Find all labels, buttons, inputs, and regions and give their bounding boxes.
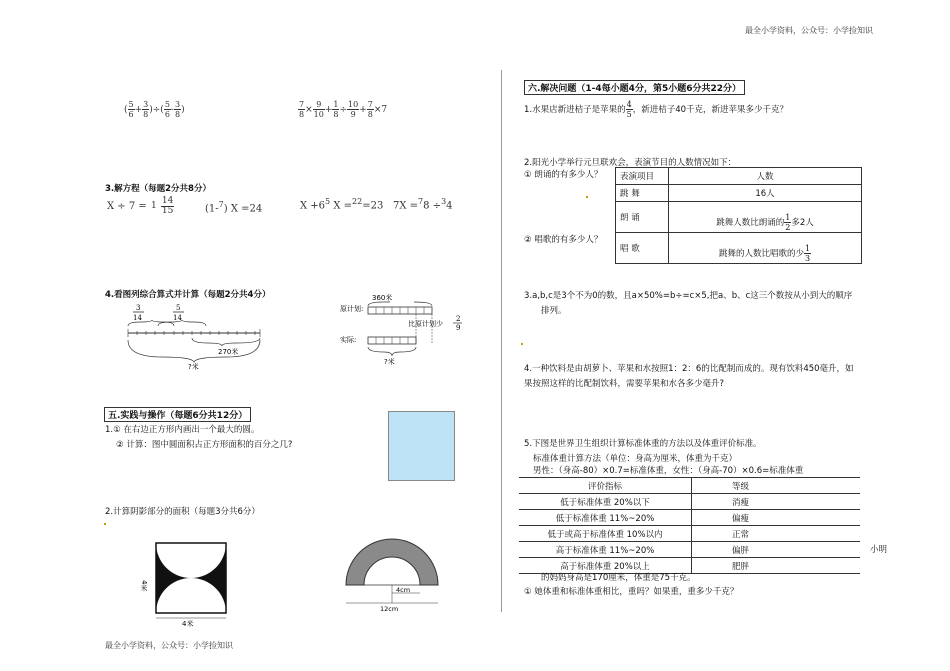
- q4-line1: 4.一种饮料是由胡萝卜、苹果和水按照1：2：6的比配制而成的。现有饮料450毫升，如: [524, 364, 854, 374]
- fig2-frac-num: 2: [456, 315, 461, 323]
- equation-2: (1-$^7$) X =24: [205, 200, 263, 215]
- table-cell: 朗 诵: [616, 202, 669, 233]
- fig1-side-label: 4米: [140, 580, 148, 592]
- fig1-frac1-num: 3: [136, 304, 141, 312]
- calc-expression-2: $\frac{7}{8}$ × $\frac{9}{10}$ + $\frac{1}{8}$ ÷ $\frac{10}{9}$ + $\frac{7}{8}$ ×7: [299, 100, 388, 119]
- fig1-bottom-label: 4米: [182, 620, 194, 628]
- blue-square[interactable]: [388, 411, 455, 481]
- segment-diagram-2: [340, 290, 470, 370]
- fig1-label-270: 270米: [218, 348, 239, 356]
- fig2-actual-label: 实际:: [340, 336, 357, 344]
- weight-table: [519, 477, 860, 574]
- segment-diagram-1: [122, 300, 272, 370]
- table-cell: 低于标准体重 20%以下: [519, 494, 692, 510]
- table-cell: 跳 舞: [616, 185, 669, 202]
- q5-line5: ① 她体重和标准体重相比，重吗？如果重，重多少千克？: [524, 587, 739, 597]
- equation-1: X ÷ 7 = 1 $\frac{14}{15}$: [107, 196, 174, 216]
- table-header: 评价指标: [519, 478, 692, 494]
- equation-3: $X +6^5$ X =$^{22}$=23: [300, 197, 384, 212]
- footer-note: 最全小学资料，公众号：小学捡知识: [105, 641, 233, 650]
- table-cell: 肥胖: [692, 558, 861, 574]
- sec4-title: 4.看图列综合算式并计算（每题2分共4分）: [105, 290, 271, 300]
- fig2-frac-den: 9: [456, 324, 461, 332]
- q2-sub2: ② 唱歌的有多少人？: [524, 235, 603, 245]
- table-cell: 正常: [692, 526, 861, 542]
- sec3-title: 3.解方程（每题2分共8分）: [105, 184, 211, 194]
- fig1-frac1-den: 14: [133, 314, 142, 322]
- q4-line2: 果按照这样的比配制饮料，需要苹果和水各多少毫升?: [524, 379, 725, 389]
- q5-side-label: 小明: [870, 545, 888, 555]
- fig1-frac2-den: 14: [173, 314, 182, 322]
- q1-text: 1.水果店新进桔子是苹果的 $\frac{4}{5}$ ，新进桔子40千克，新进苹果多少千克？: [524, 100, 789, 119]
- q2-text: 2.阳光小学举行元旦联欢会，表演节目的人数情况如下：: [524, 158, 737, 168]
- calc-expression-1: ( $\frac{5}{6}$ + $\frac{3}{8}$ )÷( $\frac{5}{6}$ - $\frac{3}{8}$ ): [124, 100, 185, 119]
- table-cell: 跳舞的人数比唱歌的少 $\frac{1}{3}$: [669, 233, 862, 264]
- q5-line2: 标准体重计算方法（单位：身高为厘米，体重为千克）: [533, 454, 738, 464]
- table-cell: 高于标准体重 20%以上: [519, 558, 692, 574]
- fig1-frac2-num: 5: [176, 304, 181, 312]
- stray-mark: [104, 523, 106, 525]
- equation-4: 7X =$^7$8 ÷$^3$4: [393, 197, 453, 212]
- table-cell: 跳舞人数比朗诵的 $\frac{1}{2}$ 多2人: [669, 202, 862, 233]
- q5-line1: 5.下图是世界卫生组织计算标准体重的方法以及体重评价标准。: [524, 439, 762, 449]
- sec5-title: 五.实践与操作（每题6分共12分）: [104, 407, 251, 422]
- fig2-question: ?米: [384, 358, 395, 366]
- table-header: 等级: [692, 478, 861, 494]
- table-cell: 唱 歌: [616, 233, 669, 264]
- q5-line4: 的妈妈身高是170厘米，体重是75千克。: [541, 573, 696, 583]
- table-cell: 16人: [669, 185, 862, 202]
- q5-line3: 男性：（身高-80）×0.7=标准体重，女性：（身高-70）×0.6=标准体重: [533, 466, 804, 476]
- q3-line1: 3.a,b,c是3个不为0的数，且a×50%=b÷=c×5,把a、b、c这三个数按从小到大的顺序: [524, 291, 853, 301]
- shaded-figure-square: [140, 538, 250, 628]
- fig2-label-360: 360米: [372, 294, 393, 302]
- performance-table: [615, 167, 862, 264]
- shaded-figure-ring: [340, 535, 450, 615]
- fig1-question: ?米: [188, 363, 199, 370]
- sec5-q1b: ② 计算：图中圆面积占正方形面积的百分之几?: [116, 440, 293, 450]
- stray-mark: [586, 196, 588, 198]
- sec5-q1a: 1.① 在右边正方形内画出一个最大的圆。: [105, 425, 260, 435]
- stray-mark: [521, 343, 523, 345]
- table-cell: 消瘦: [692, 494, 861, 510]
- fig2-outer-label: 12cm: [380, 605, 399, 613]
- header-note: 最全小学资料，公众号：小学捡知识: [745, 26, 873, 35]
- column-divider: [501, 70, 502, 612]
- table-header: 表演项目: [616, 168, 669, 185]
- table-header: 人数: [669, 168, 862, 185]
- sec6-title: 六.解决问题（1-4每小题4分，第5小题6分共22分）: [524, 80, 745, 95]
- table-cell: 高于标准体重 11%~20%: [519, 542, 692, 558]
- table-cell: 偏胖: [692, 542, 861, 558]
- table-cell: 偏瘦: [692, 510, 861, 526]
- q2-sub1: ① 朗诵的有多少人？: [524, 170, 603, 180]
- table-cell: 低于标准体重 11%~20%: [519, 510, 692, 526]
- fig2-inner-label: 4cm: [396, 586, 411, 594]
- table-cell: 低于或高于标准体重 10%以内: [519, 526, 692, 542]
- fig2-note: 比原计划少: [408, 320, 443, 328]
- fig2-plan-label: 原计划:: [340, 305, 364, 313]
- q3-line2: 排列。: [541, 306, 567, 316]
- sec5-q2: 2.计算阴影部分的面积（每题3分共6分）: [105, 507, 260, 517]
